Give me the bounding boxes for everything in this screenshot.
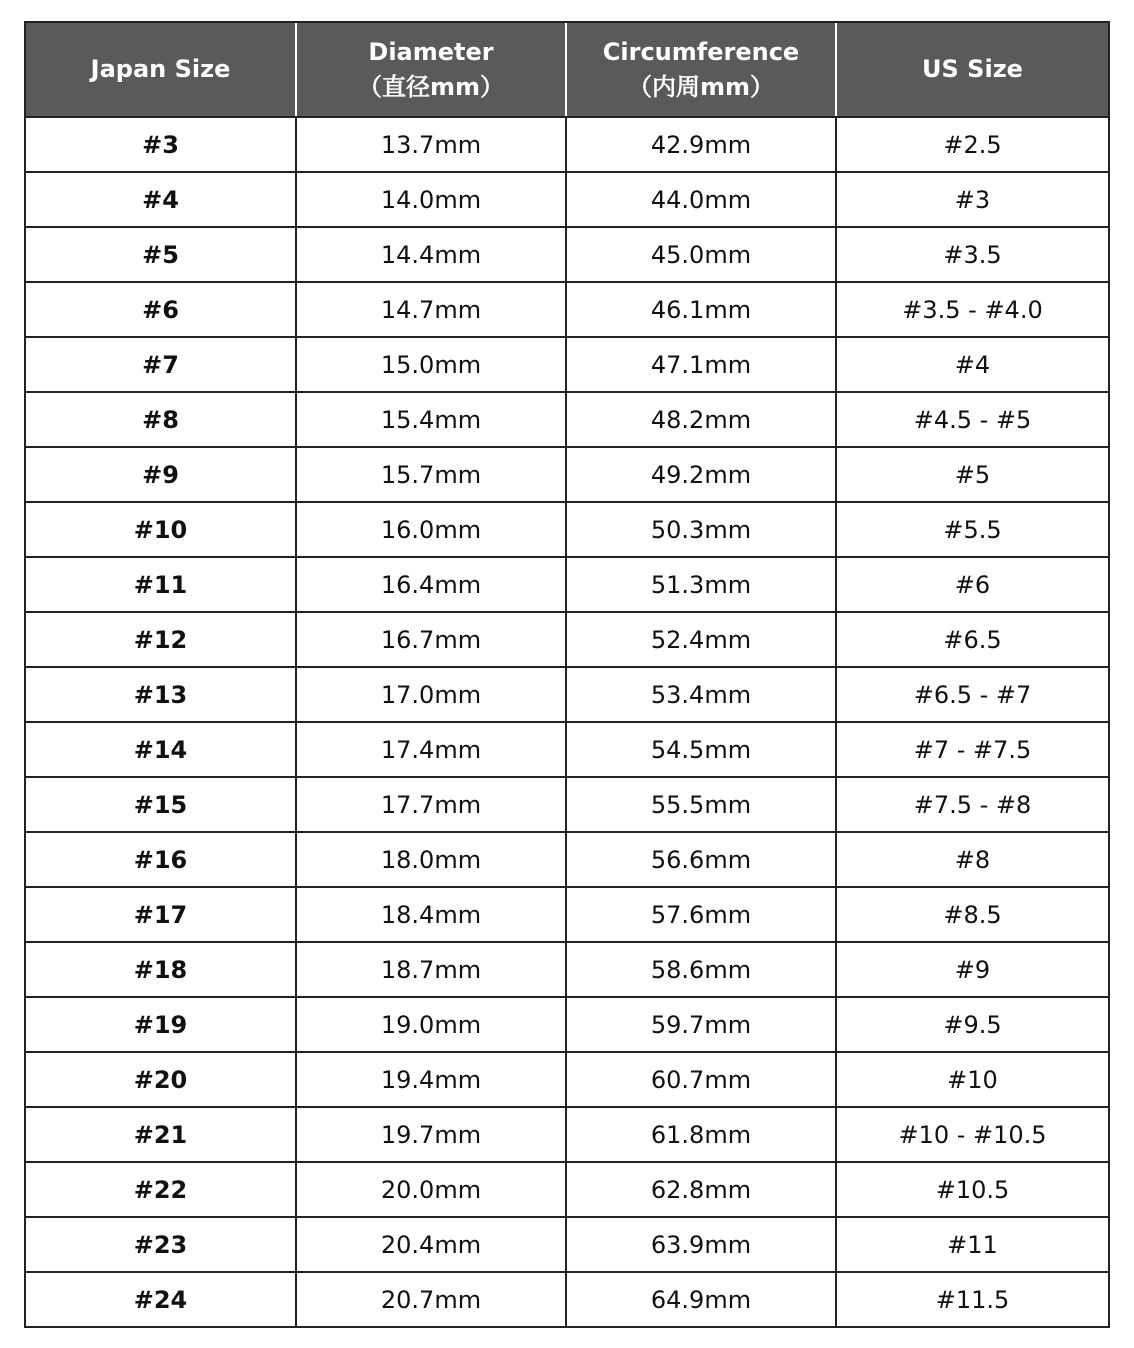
cell-us-size: #3.5: [836, 227, 1109, 282]
table-row: [25, 337, 1109, 392]
cell-japan-size: #10: [25, 502, 296, 557]
cell-japan-size: #20: [25, 1052, 296, 1107]
header-japan-size-label: Japan Size: [90, 55, 231, 83]
cell-japan-size: #16: [25, 832, 296, 887]
cell-circumference: 44.0mm: [566, 172, 836, 227]
cell-circumference: 45.0mm: [566, 227, 836, 282]
cell-diameter: 20.4mm: [296, 1217, 566, 1272]
header-diameter-sublabel: （直径mm）: [357, 72, 504, 101]
cell-japan-size: #9: [25, 447, 296, 502]
cell-diameter: 17.4mm: [296, 722, 566, 777]
cell-japan-size: #18: [25, 942, 296, 997]
cell-circumference: 47.1mm: [566, 337, 836, 392]
cell-diameter: 15.7mm: [296, 447, 566, 502]
table-row: [25, 227, 1109, 282]
cell-circumference: 61.8mm: [566, 1107, 836, 1162]
cell-us-size: #10.5: [836, 1162, 1109, 1217]
table-row: [25, 777, 1109, 832]
header-circumference-sublabel: （内周mm）: [627, 72, 774, 101]
cell-diameter: 20.7mm: [296, 1272, 566, 1327]
header-diameter-label: Diameter: [368, 37, 494, 66]
cell-japan-size: #8: [25, 392, 296, 447]
table-row: [25, 942, 1109, 997]
cell-us-size: #4: [836, 337, 1109, 392]
cell-japan-size: #7: [25, 337, 296, 392]
cell-us-size: #7.5 - #8: [836, 777, 1109, 832]
cell-us-size: #5: [836, 447, 1109, 502]
cell-japan-size: #24: [25, 1272, 296, 1327]
table-row: [25, 1052, 1109, 1107]
ring-size-chart: [24, 21, 1108, 1328]
table-row: [25, 117, 1109, 172]
table-row: [25, 722, 1109, 777]
cell-japan-size: #14: [25, 722, 296, 777]
cell-diameter: 15.4mm: [296, 392, 566, 447]
cell-diameter: 16.7mm: [296, 612, 566, 667]
table-row: [25, 392, 1109, 447]
cell-circumference: 49.2mm: [566, 447, 836, 502]
table-row: [25, 887, 1109, 942]
cell-japan-size: #13: [25, 667, 296, 722]
cell-circumference: 46.1mm: [566, 282, 836, 337]
cell-diameter: 15.0mm: [296, 337, 566, 392]
cell-us-size: #6: [836, 557, 1109, 612]
cell-diameter: 18.4mm: [296, 887, 566, 942]
cell-us-size: #5.5: [836, 502, 1109, 557]
header-us-size-label: US Size: [922, 55, 1023, 83]
cell-us-size: #11: [836, 1217, 1109, 1272]
header-us-size: [836, 22, 1109, 117]
table-row: [25, 1272, 1109, 1327]
cell-japan-size: #15: [25, 777, 296, 832]
cell-us-size: #8.5: [836, 887, 1109, 942]
table-header: [25, 22, 1109, 117]
cell-circumference: 63.9mm: [566, 1217, 836, 1272]
cell-circumference: 52.4mm: [566, 612, 836, 667]
cell-diameter: 14.0mm: [296, 172, 566, 227]
cell-circumference: 50.3mm: [566, 502, 836, 557]
cell-diameter: 16.0mm: [296, 502, 566, 557]
header-row: [25, 22, 1109, 117]
table-row: [25, 502, 1109, 557]
cell-circumference: 57.6mm: [566, 887, 836, 942]
cell-diameter: 18.7mm: [296, 942, 566, 997]
cell-diameter: 19.4mm: [296, 1052, 566, 1107]
cell-diameter: 19.0mm: [296, 997, 566, 1052]
cell-us-size: #11.5: [836, 1272, 1109, 1327]
table-row: [25, 1107, 1109, 1162]
table-row: [25, 832, 1109, 887]
cell-diameter: 19.7mm: [296, 1107, 566, 1162]
cell-us-size: #4.5 - #5: [836, 392, 1109, 447]
cell-diameter: 20.0mm: [296, 1162, 566, 1217]
table-row: [25, 667, 1109, 722]
table-body: [25, 117, 1109, 1327]
table-row: [25, 1217, 1109, 1272]
cell-japan-size: #19: [25, 997, 296, 1052]
cell-japan-size: #5: [25, 227, 296, 282]
cell-japan-size: #22: [25, 1162, 296, 1217]
cell-us-size: #6.5 - #7: [836, 667, 1109, 722]
cell-circumference: 53.4mm: [566, 667, 836, 722]
cell-diameter: 14.7mm: [296, 282, 566, 337]
cell-japan-size: #3: [25, 117, 296, 172]
header-diameter: [296, 22, 566, 117]
cell-circumference: 54.5mm: [566, 722, 836, 777]
cell-circumference: 58.6mm: [566, 942, 836, 997]
cell-us-size: #2.5: [836, 117, 1109, 172]
cell-japan-size: #12: [25, 612, 296, 667]
cell-japan-size: #6: [25, 282, 296, 337]
cell-circumference: 56.6mm: [566, 832, 836, 887]
cell-japan-size: #11: [25, 557, 296, 612]
cell-us-size: #9.5: [836, 997, 1109, 1052]
cell-diameter: 16.4mm: [296, 557, 566, 612]
ring-size-table: [24, 21, 1110, 1328]
table-row: [25, 282, 1109, 337]
cell-circumference: 62.8mm: [566, 1162, 836, 1217]
cell-japan-size: #21: [25, 1107, 296, 1162]
header-circumference-label: Circumference: [602, 37, 800, 66]
header-circumference: [566, 22, 836, 117]
cell-us-size: #8: [836, 832, 1109, 887]
cell-circumference: 64.9mm: [566, 1272, 836, 1327]
table-row: [25, 1162, 1109, 1217]
cell-japan-size: #23: [25, 1217, 296, 1272]
cell-us-size: #6.5: [836, 612, 1109, 667]
cell-circumference: 55.5mm: [566, 777, 836, 832]
cell-circumference: 42.9mm: [566, 117, 836, 172]
cell-us-size: #10 - #10.5: [836, 1107, 1109, 1162]
cell-us-size: #3.5 - #4.0: [836, 282, 1109, 337]
cell-diameter: 13.7mm: [296, 117, 566, 172]
table-row: [25, 997, 1109, 1052]
cell-us-size: #9: [836, 942, 1109, 997]
cell-diameter: 17.0mm: [296, 667, 566, 722]
cell-circumference: 51.3mm: [566, 557, 836, 612]
header-japan-size: [25, 22, 296, 117]
cell-diameter: 18.0mm: [296, 832, 566, 887]
cell-diameter: 17.7mm: [296, 777, 566, 832]
cell-diameter: 14.4mm: [296, 227, 566, 282]
cell-japan-size: #17: [25, 887, 296, 942]
cell-circumference: 59.7mm: [566, 997, 836, 1052]
cell-us-size: #10: [836, 1052, 1109, 1107]
cell-circumference: 48.2mm: [566, 392, 836, 447]
table-row: [25, 612, 1109, 667]
cell-us-size: #3: [836, 172, 1109, 227]
table-row: [25, 172, 1109, 227]
cell-us-size: #7 - #7.5: [836, 722, 1109, 777]
table-row: [25, 447, 1109, 502]
cell-circumference: 60.7mm: [566, 1052, 836, 1107]
table-row: [25, 557, 1109, 612]
cell-japan-size: #4: [25, 172, 296, 227]
